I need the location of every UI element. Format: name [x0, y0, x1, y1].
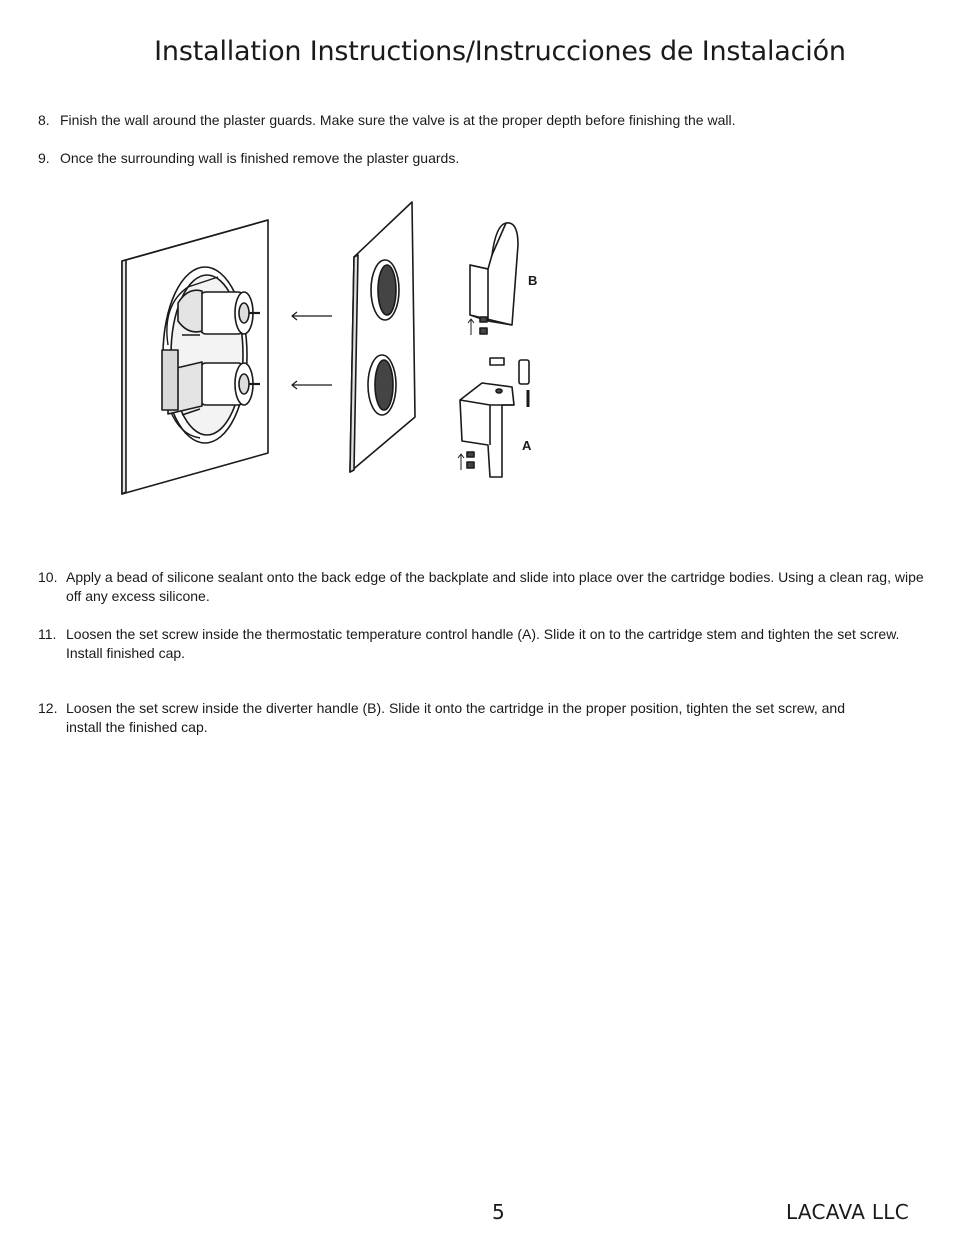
label-a: A — [522, 438, 532, 453]
step-10 — [38, 568, 926, 606]
installation-diagram — [110, 195, 570, 505]
label-b: B — [528, 273, 538, 288]
page-number: 5 — [492, 1200, 505, 1224]
page-title: Installation Instructions/Instrucciones de Instalación — [154, 36, 846, 67]
step-text: Loosen the set screw inside the thermostatic temperature control handle (A). Slide it on to the cartridge stem and tighten the set screw. Install finished cap. — [66, 626, 900, 661]
step-text: Once the surrounding wall is finished remove the plaster guards. — [60, 150, 460, 166]
backplate — [350, 202, 415, 472]
step-12 — [38, 699, 881, 737]
step-text: Finish the wall around the plaster guards. Make sure the valve is at the proper depth before finishing the wall. — [60, 112, 736, 128]
step-number: 11. — [38, 626, 57, 642]
step-9 — [38, 149, 459, 168]
brand-name: LACAVA LLC — [786, 1200, 909, 1224]
step-number: 12. — [38, 700, 58, 716]
step-text: Apply a bead of silicone sealant onto the back edge of the backplate and slide into place over the cartridge bodies. Using a clean rag, wipe off any excess silicone. — [66, 569, 924, 604]
step-number: 8. — [38, 112, 50, 128]
step-11 — [38, 625, 926, 663]
step-8 — [38, 111, 736, 130]
diverter-handle-b — [470, 223, 518, 325]
step-number: 10. — [38, 569, 58, 585]
step-text: Loosen the set screw inside the diverter handle (B). Slide it onto the cartridge in the proper position, tighten the set screw, and install the finished cap. — [66, 700, 846, 735]
set-screw-icon — [458, 452, 474, 470]
arrow-icon — [292, 312, 332, 389]
set-screw-icon — [468, 317, 487, 335]
step-number: 9. — [38, 150, 50, 166]
